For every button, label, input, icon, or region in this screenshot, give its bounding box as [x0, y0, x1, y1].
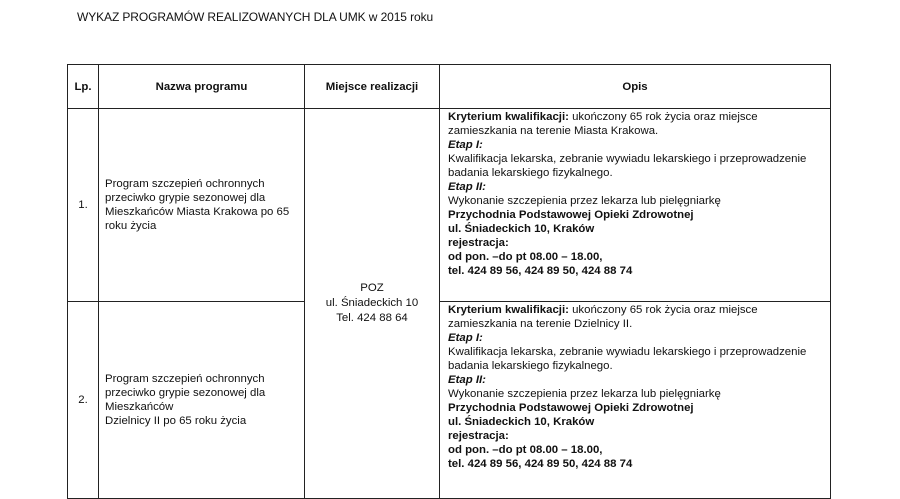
location-address: ul. Śniadeckich 10 — [325, 297, 419, 309]
program-name: Program szczepień ochronnych przeciwko grypie sezonowej dla Mieszkańców Miasta Krakowa po 65 roku życia — [99, 109, 305, 302]
table-row — [68, 109, 831, 302]
row-number: 1. — [68, 109, 99, 302]
table-row — [68, 302, 831, 499]
stage1-label: Etap I: — [448, 139, 483, 151]
registration-hours: od pon. –do pt 08.00 – 18.00, — [448, 444, 603, 456]
criteria-label: Kryterium kwalifikacji: — [448, 111, 569, 123]
row-number: 2. — [68, 302, 99, 499]
stage1-text: Kwalifikacja lekarska, zebranie wywiadu lekarskiego i przeprowadzenie badania lekarskiego fizykalnego. — [448, 153, 807, 179]
location-name: POZ — [360, 282, 384, 294]
criteria-text: ukończony 65 rok życia oraz miejsce zamieszkania na terenie Dzielnicy II. — [448, 304, 758, 330]
description-cell — [440, 302, 831, 499]
registration-label: rejestracja: — [448, 430, 509, 442]
criteria-line — [448, 303, 826, 331]
stage2-label: Etap II: — [448, 374, 486, 386]
stage1-label: Etap I: — [448, 332, 483, 344]
clinic-name: Przychodnia Podstawowej Opieki Zdrowotnej — [448, 402, 694, 414]
registration-label: rejestracja: — [448, 237, 509, 249]
registration-phones: tel. 424 89 56, 424 89 50, 424 88 74 — [448, 458, 633, 470]
header-program-name: Nazwa programu — [99, 65, 305, 109]
stage2-text: Wykonanie szczepienia przez lekarza lub pielęgniarkę — [448, 388, 721, 400]
header-description: Opis — [440, 65, 831, 109]
criteria-line — [448, 110, 826, 138]
description-cell — [440, 109, 831, 302]
clinic-name: Przychodnia Podstawowej Opieki Zdrowotnej — [448, 209, 694, 221]
document-title: WYKAZ PROGRAMÓW REALIZOWANYCH DLA UMK w 2015 roku — [77, 10, 434, 24]
location-cell — [305, 109, 440, 499]
program-name — [99, 302, 305, 499]
criteria-text: ukończony 65 rok życia oraz miejsce zamieszkania na terenie Miasta Krakowa. — [448, 111, 758, 137]
registration-hours: od pon. –do pt 08.00 – 18.00, — [448, 251, 603, 263]
header-lp: Lp. — [68, 65, 99, 109]
table-header-row — [68, 65, 831, 109]
program-name-line2: Dzielnicy II po 65 roku życia — [105, 415, 247, 427]
programs-table — [67, 64, 831, 499]
location-phone: Tel. 424 88 64 — [336, 312, 408, 324]
stage2-label: Etap II: — [448, 181, 486, 193]
registration-phones: tel. 424 89 56, 424 89 50, 424 88 74 — [448, 265, 633, 277]
header-location: Miejsce realizacji — [305, 65, 440, 109]
stage2-text: Wykonanie szczepienia przez lekarza lub pielęgniarkę — [448, 195, 721, 207]
clinic-address: ul. Śniadeckich 10, Kraków — [448, 416, 595, 428]
criteria-label: Kryterium kwalifikacji: — [448, 304, 569, 316]
program-name-line1: Program szczepień ochronnych przeciwko grypie sezonowej dla Mieszkańców — [105, 373, 266, 413]
clinic-address: ul. Śniadeckich 10, Kraków — [448, 223, 595, 235]
stage1-text: Kwalifikacja lekarska, zebranie wywiadu lekarskiego i przeprowadzenie badania lekarskiego fizykalnego. — [448, 346, 807, 372]
